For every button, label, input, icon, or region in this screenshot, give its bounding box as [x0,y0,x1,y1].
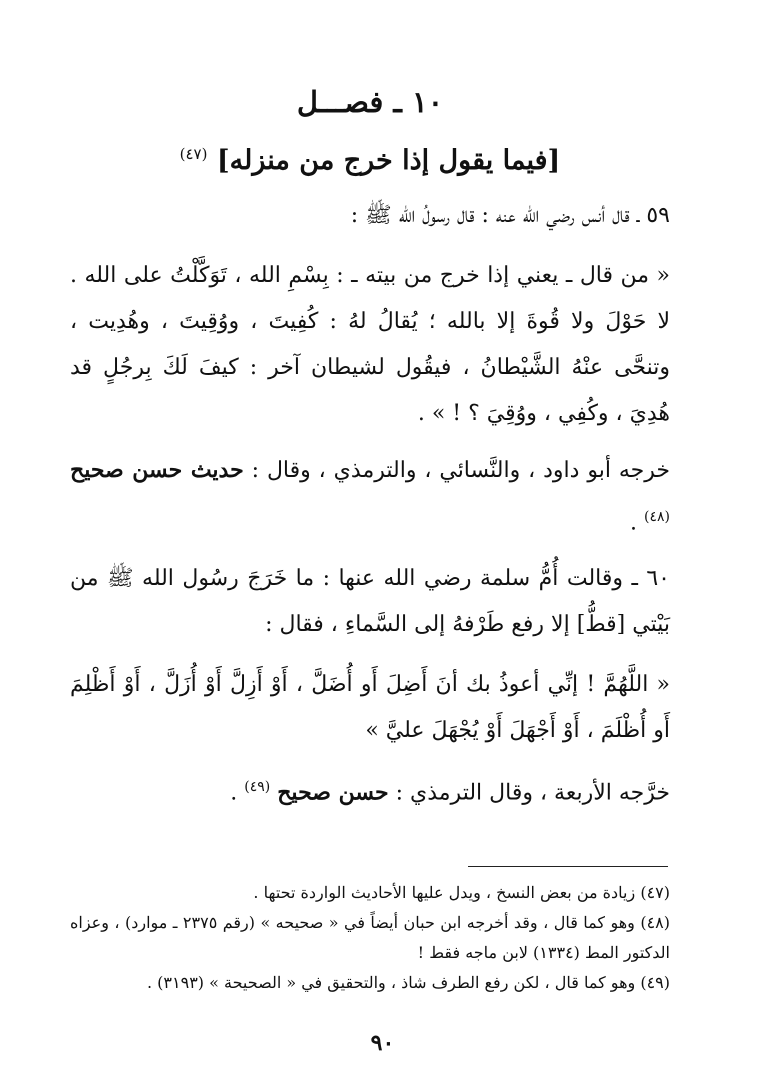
hadith-59-footnote-ref: (٤٨) [644,509,670,525]
hadith-60-source-end: . [230,780,238,806]
hadith-60-source-prefix: خرَّجه الأربعة ، وقال الترمذي : [395,780,670,806]
hadith-60-text: « اللَّهُمَّ ! إنِّي أعوذُ بك أنَ أَضِلَ أَو أُضَلَّ ، أَوْ أَزِلَّ أَوْ أُزَلَّ ، أَوْ أَظْلِمَ أَو أُظْلَمَ ، أَوْ أَجْهَلَ أَوْ يُجْهَلَ عليَّ » [70,672,670,744]
hadith-59-source-end: . [630,510,638,536]
footnote-48: (٤٨) وهو كما قال ، وقد أخرجه ابن حبان أيضاً في « صحيحه » (رقم ٢٣٧٥ ـ موارد) ، وعزاه الدكتور المط (١٣٣٤) لابن ماجه فقط ! [70,913,671,962]
hadith-59-intro: ٥٩ ـ قال أنس رضي الله عنه : قال رسولُ الله ﷺ : [350,203,670,228]
hadith-59-source-prefix: خرجه أبو داود ، والنَّسائي ، والترمذي ، وقال : [251,458,670,483]
hadith-59-source [70,447,670,546]
footnotes [70,878,670,998]
chapter-title: ١٠ ـ فصـــل [296,85,444,119]
section-title-footnote-ref: (٤٧) [179,145,208,163]
footnote-47: (٤٧) زيادة من بعض النسخ ، ويدل عليها الأحاديث الواردة تحتها . [253,883,670,902]
hadith-60-footnote-ref: (٤٩) [244,779,271,796]
hadith-60-grade: حسن صحيح [277,779,389,806]
section-title-text: [فيما يقول إذا خرج من منزله] [216,145,561,176]
hadith-59-grade: حديث حسن صحيح [70,457,244,483]
section-title [70,132,670,183]
footnote-divider [468,866,668,867]
hadith-60-source [70,764,670,816]
page-number: ٩٠ [370,1030,395,1056]
hadith-60-intro: ٦٠ ـ وقالت أُمُّ سلمة رضي الله عنها : ما خَرَجَ رسُول الله ﷺ من بَيْتي [قطُّ] إلا رفع طَرْفهُ إلى السَّماءِ ، فقال : [70,566,670,638]
footnote-49: (٤٩) وهو كما قال ، لكن رفع الطرف شاذ ، والتحقيق في « الصحيحة » (٣١٩٣) . [147,973,670,992]
hadith-59-text: « من قال ـ يعني إذا خرج من بيته ـ : بِسْمِ الله ، تَوَكَّلْتُ على الله . لا حَوْلَ ولا قُوةَ إلا بالله ؛ يُقالُ لهُ : كُفِيتَ ، ووُقِيتَ ، وهُدِيت ، وتنحَّى عنْهُ الشَّيْطانُ ، فيقُول لشيطان آخر : كيفَ لَكَ بِرجُلٍ قد هُدِيَ ، وكُفِي ، ووُقِيَ ؟ ! » . [70,263,670,426]
